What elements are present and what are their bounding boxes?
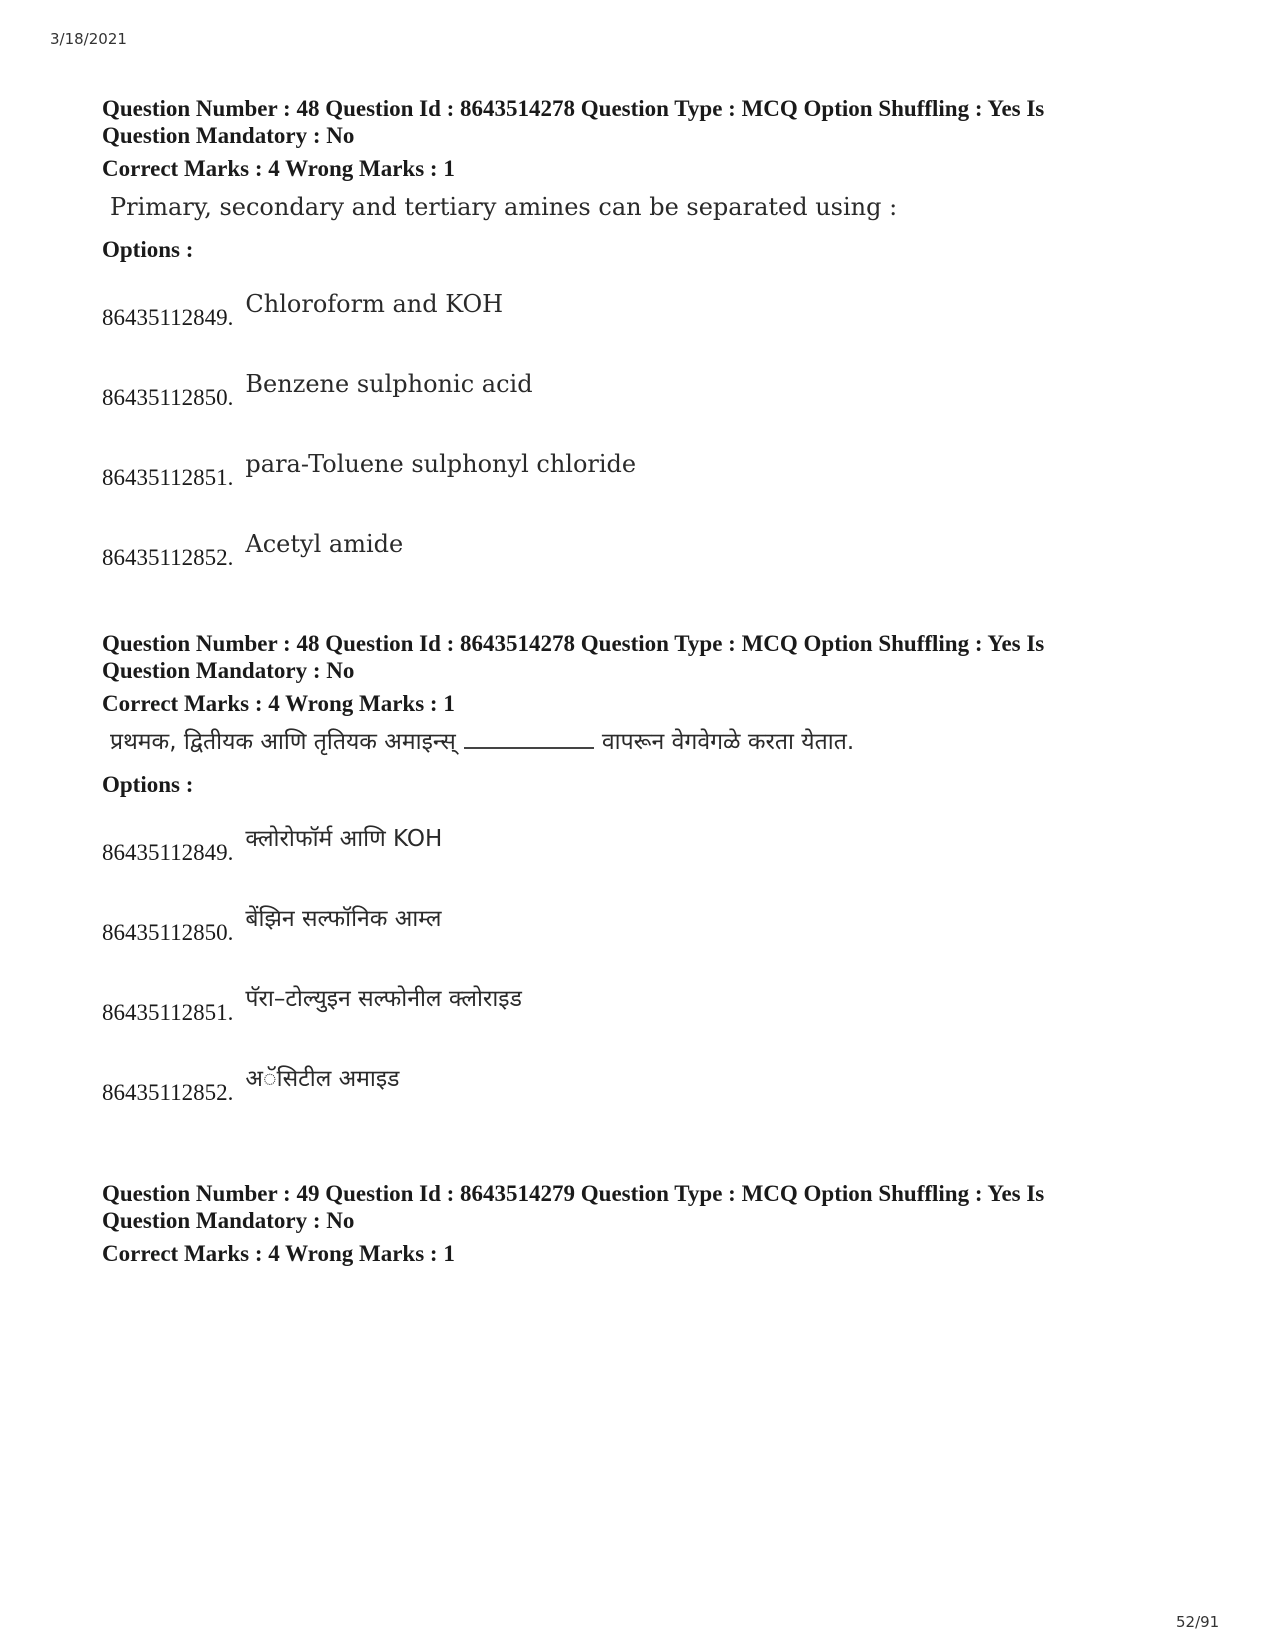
option-text: Chloroform and KOH (245, 290, 504, 318)
question-block-48-english (102, 95, 1182, 573)
option-item (102, 333, 1182, 413)
option-text: अॅसिटील अमाइड (245, 1066, 400, 1092)
option-item (102, 493, 1182, 573)
option-id: 86435112849. (102, 305, 234, 330)
question-marks: Correct Marks : 4 Wrong Marks : 1 (102, 1241, 455, 1266)
question-mandatory-line: Question Mandatory : No (102, 123, 355, 148)
options-label: Options : (102, 772, 194, 797)
option-text: क्लोरोफॉर्म आणि KOH (245, 826, 443, 852)
question-block-49 (102, 1180, 1182, 1267)
question-marks: Correct Marks : 4 Wrong Marks : 1 (102, 691, 455, 716)
option-id: 86435112851. (102, 1000, 234, 1025)
print-date: 3/18/2021 (50, 30, 127, 48)
option-text: Benzene sulphonic acid (245, 370, 533, 398)
question-text-before-blank: प्रथमक, द्वितीयक आणि तृतियक अमाइन्स् (110, 729, 456, 755)
question-text-after-blank: वापरून वेगवेगळे करता येतात. (601, 729, 855, 755)
option-id: 86435112852. (102, 545, 234, 570)
option-text: बेंझिन सल्फॉनिक आम्ल (245, 906, 442, 932)
page-number: 52/91 (1176, 1613, 1220, 1631)
option-item (102, 788, 1182, 868)
option-item (102, 868, 1182, 948)
question-meta-line: Question Number : 48 Question Id : 8643514278 Question Type : MCQ Option Shuffling : Yes Is (102, 631, 1045, 656)
option-item (102, 948, 1182, 1028)
question-block-48-marathi (102, 630, 1182, 1108)
option-item (102, 1028, 1182, 1108)
question-meta-line: Question Number : 49 Question Id : 8643514279 Question Type : MCQ Option Shuffling : Yes Is (102, 1181, 1045, 1206)
option-text: पॅरा–टोल्युइन सल्फोनील क्लोराइड (245, 986, 522, 1012)
fill-in-blank (464, 729, 594, 749)
question-meta-line: Question Number : 48 Question Id : 8643514278 Question Type : MCQ Option Shuffling : Yes Is (102, 96, 1045, 121)
option-id: 86435112851. (102, 465, 234, 490)
question-text: Primary, secondary and tertiary amines can be separated using : (110, 193, 898, 221)
option-id: 86435112850. (102, 920, 234, 945)
options-list (102, 253, 1182, 573)
question-mandatory-line: Question Mandatory : No (102, 1208, 355, 1233)
question-marks: Correct Marks : 4 Wrong Marks : 1 (102, 156, 455, 181)
question-text (110, 727, 1182, 757)
option-text: para-Toluene sulphonyl chloride (245, 450, 637, 478)
options-list (102, 788, 1182, 1108)
question-mandatory-line: Question Mandatory : No (102, 658, 355, 683)
option-item (102, 253, 1182, 333)
option-id: 86435112849. (102, 840, 234, 865)
option-id: 86435112852. (102, 1080, 234, 1105)
option-item (102, 413, 1182, 493)
options-label: Options : (102, 237, 194, 262)
option-text: Acetyl amide (245, 530, 404, 558)
option-id: 86435112850. (102, 385, 234, 410)
